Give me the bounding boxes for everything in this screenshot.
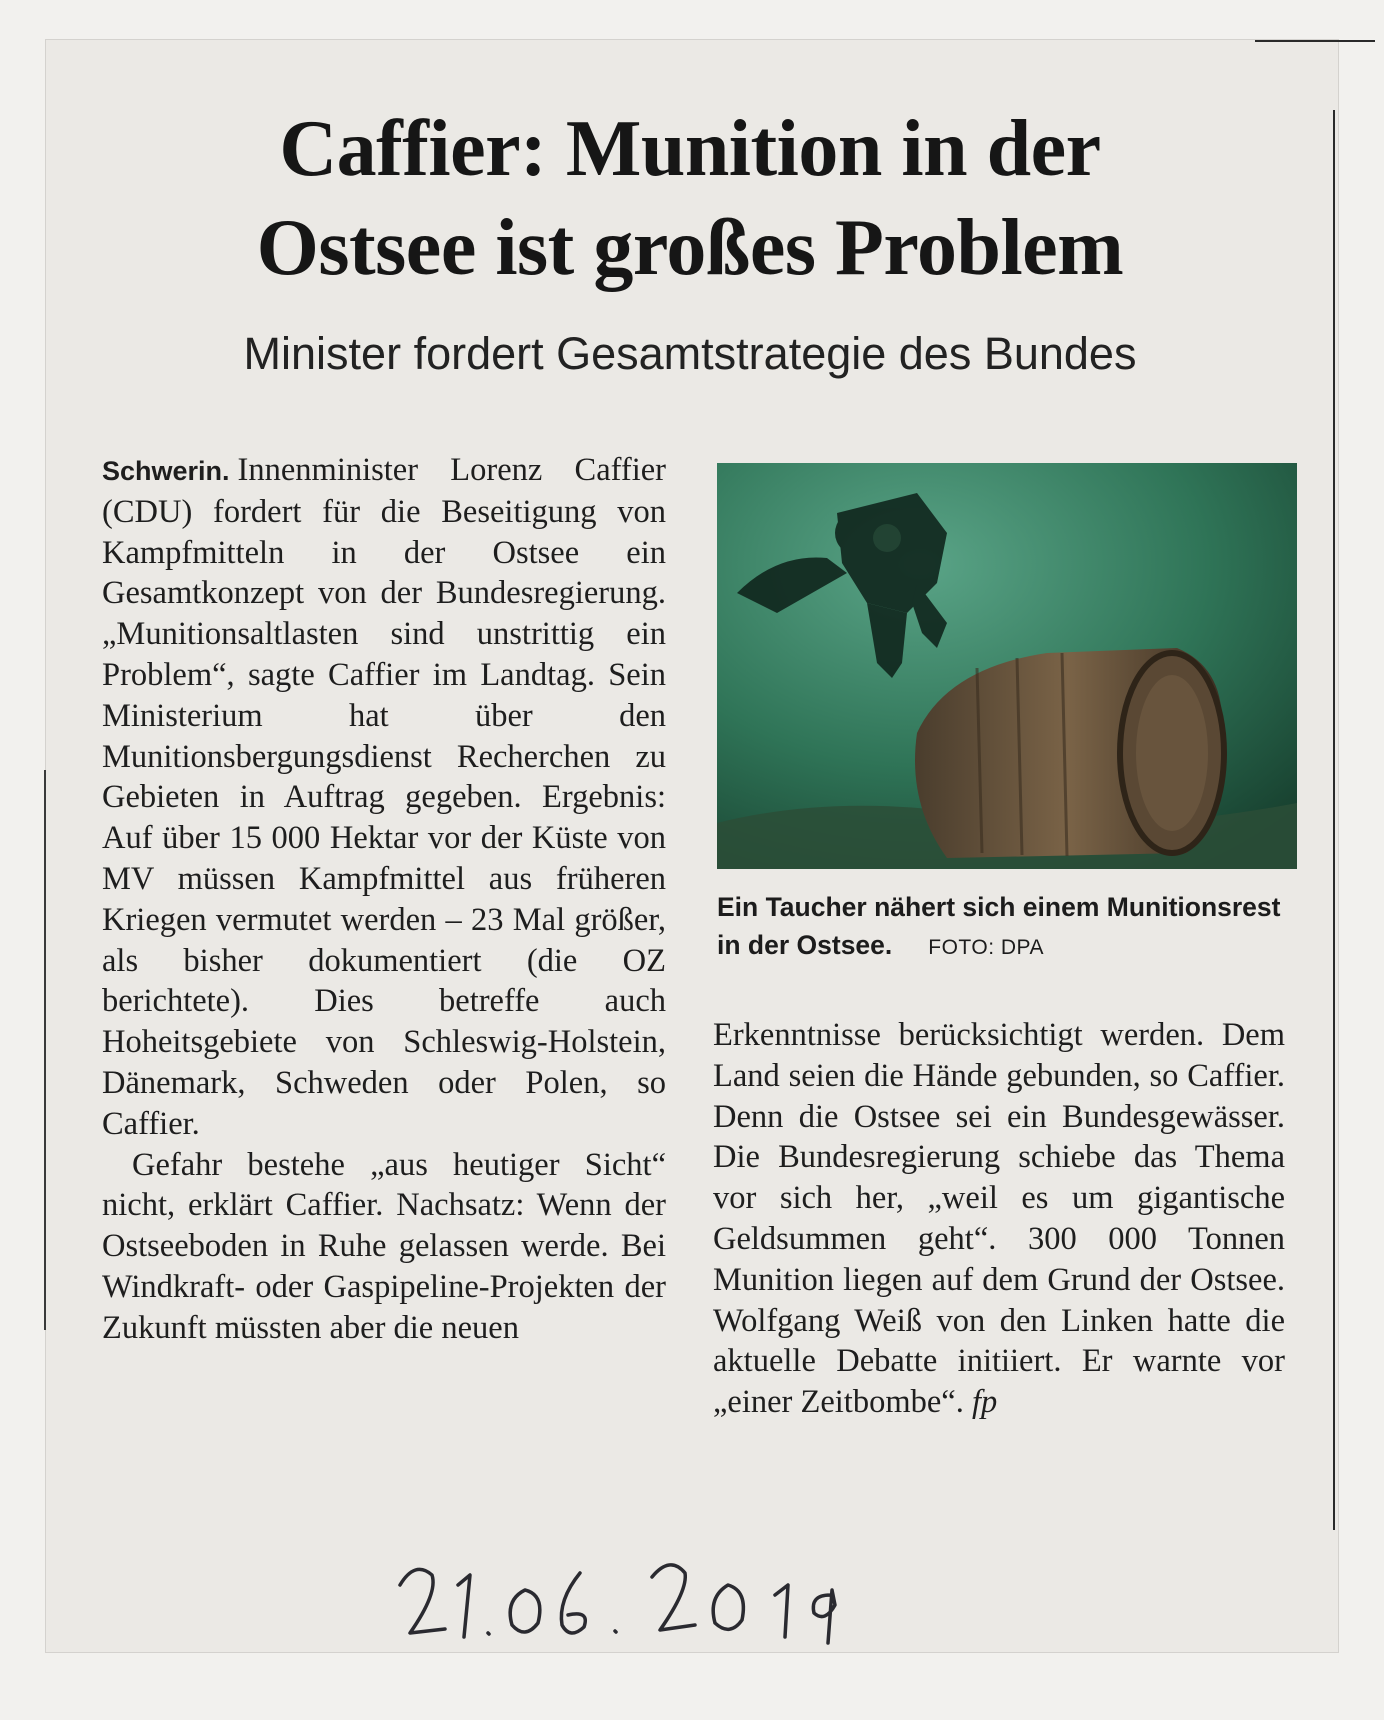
paragraph-2: Gefahr bestehe „aus heutiger Sicht“ nicht, erklärt Caffier. Nachsatz: Wenn der Ostseeboden in Ruhe gelassen werde. Bei Windkraft- oder Gaspipeline-Projekten der Zukunft müssten aber die neuen (102, 1146, 666, 1346)
paragraph-1-text: Innenminister Lorenz Caffier (CDU) fordert für die Beseitigung von Kampfmitteln in der Ostsee ein Gesamtkonzept von der Bundesregierung. „Munitionsaltlasten sind unstrittig ein Problem“, sagte Caffier im Landtag. Sein Ministerium hat über den Munitionsbergungsdienst Recherchen zu Gebieten in Auftrag gegeben. Ergebnis: Auf über 15 000 Hektar vor der Küste von MV müssen Kampfmittel aus früheren Kriegen vermutet werden – 23 Mal größer, als bisher dokumentiert (die OZ berichtete). Dies betreffe auch Hoheitsgebiete von Schleswig-Holstein, Dänemark, Schweden oder Polen, so Caffier. (102, 452, 666, 1142)
paragraph-1 (102, 450, 666, 1145)
handwritten-date-drawing (390, 1545, 910, 1655)
diver-photo-illustration (717, 463, 1297, 869)
clipping-edge-right (1333, 110, 1335, 1530)
photo-caption (717, 888, 1297, 967)
author-initials: fp (971, 1384, 998, 1421)
caption-text: Ein Taucher nähert sich einem Munitionsrest in der Ostsee. (717, 892, 1281, 960)
headline-line-1: Caffier: Munition in der (279, 105, 1101, 193)
dateline: Schwerin. (102, 456, 230, 486)
handwritten-date (390, 1545, 910, 1655)
paragraph-3 (713, 1015, 1285, 1423)
article-photo (717, 463, 1297, 869)
subheadline: Minister fordert Gesamtstrategie des Bundes (243, 328, 1137, 379)
headline (120, 100, 1260, 298)
clipping-edge-left (44, 770, 46, 1330)
article-column-left (102, 450, 666, 1349)
article-column-right (713, 1015, 1285, 1423)
photo-credit: FOTO: DPA (928, 936, 1044, 959)
paragraph-3-text: Erkenntnisse berücksichtigt werden. Dem Land seien die Hände gebunden, so Caffier. Denn die Ostsee sei ein Bundesgewässer. Die Bundesregierung schiebe das Thema vor sich her, „weil es um gigantische Geldsummen geht“. 300 000 Tonnen Munition liegen auf dem Grund der Ostsee. Wolfgang Weiß von den Linken hatte die aktuelle Debatte initiiert. Er warnte vor „einer Zeitbombe“. (713, 1017, 1285, 1421)
headline-line-2: Ostsee ist großes Problem (256, 204, 1124, 292)
clipping-edge-top (1255, 40, 1375, 42)
